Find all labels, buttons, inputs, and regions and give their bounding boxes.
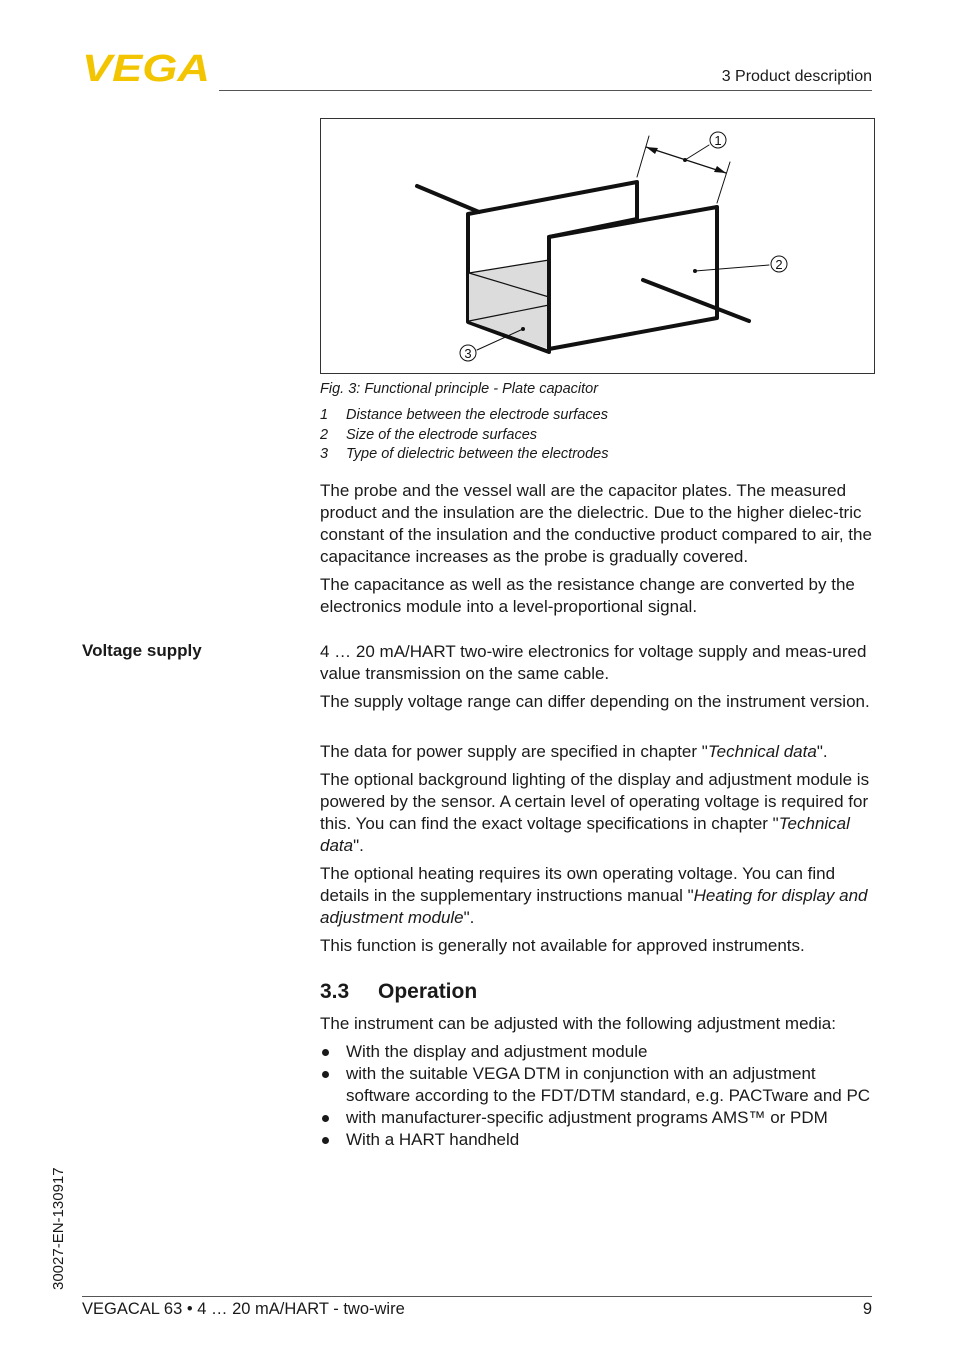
plate-capacitor-diagram (321, 119, 874, 373)
header-divider (219, 90, 872, 91)
voltage-paragraph-3: The data for power supply are specified in chapter "Technical data". (320, 742, 828, 761)
vega-logo (82, 50, 212, 84)
voltage-paragraph-1: 4 … 20 mA/HART two-wire electronics for voltage supply and meas-ured value transmission on the same cable. (320, 642, 867, 683)
list-item: with the suitable VEGA DTM in conjunction with an adjustment software according to the FDT/DTM standard, e.g. PACTware and PC (320, 1063, 880, 1107)
footer-divider (82, 1296, 872, 1297)
operation-intro: The instrument can be adjusted with the following adjustment media: (320, 1014, 836, 1033)
intro-paragraph-1: The probe and the vessel wall are the capacitor plates. The measured product and the insulation are the dielectric. Due to the higher dielec-tric constant of the insulation and the conductive product compared to air, the capacitance increases as the probe is gradually covered. (320, 481, 872, 566)
footer-title: VEGACAL 63 • 4 … 20 mA/HART - two-wire (82, 1300, 405, 1318)
voltage-paragraph-6: This function is generally not available for approved instruments. (320, 936, 805, 955)
document-code: 30027-EN-130917 (50, 1167, 67, 1290)
list-item: With the display and adjustment module (320, 1041, 880, 1063)
section-label: 3 Product description (721, 68, 872, 85)
legend-item: 2 Size of the electrode surfaces (320, 426, 538, 443)
page-number: 9 (862, 1300, 872, 1318)
voltage-paragraph-5: The optional heating requires its own operating voltage. You can find details in the supplementary instructions manual "Heating for display and adjustment module". (320, 864, 868, 927)
legend-item: 1 Distance between the electrode surfaces (320, 407, 608, 423)
voltage-paragraph-2: The supply voltage range can differ depending on the instrument version. (320, 692, 870, 711)
vega-logo-text: VEGA (82, 50, 210, 84)
operation-heading: 3.3 Operation (320, 980, 478, 1003)
figure-legend (320, 406, 609, 465)
adjustment-media-list (320, 1041, 880, 1151)
voltage-paragraph-4: The optional background lighting of the display and adjustment module is powered by the sensor. A certain level of operating voltage is required for this. You can find the exact voltage specifications in chapter "Technical data". (320, 770, 870, 855)
voltage-supply-heading: Voltage supply (82, 641, 202, 660)
callout-2: 2 (775, 257, 783, 272)
list-item: with manufacturer-specific adjustment programs AMS™ or PDM (320, 1107, 880, 1129)
callout-3: 3 (464, 346, 472, 361)
capacitor-figure (320, 118, 875, 374)
legend-item: 3 Type of dielectric between the electrodes (320, 446, 609, 462)
callout-1: 1 (714, 133, 722, 148)
intro-paragraph-2: The capacitance as well as the resistance change are converted by the electronics module into a level-proportional signal. (320, 575, 855, 616)
back-plate-lead (417, 186, 479, 212)
list-item: With a HART handheld (320, 1129, 880, 1151)
figure-caption: Fig. 3: Functional principle - Plate capacitor (320, 381, 599, 397)
